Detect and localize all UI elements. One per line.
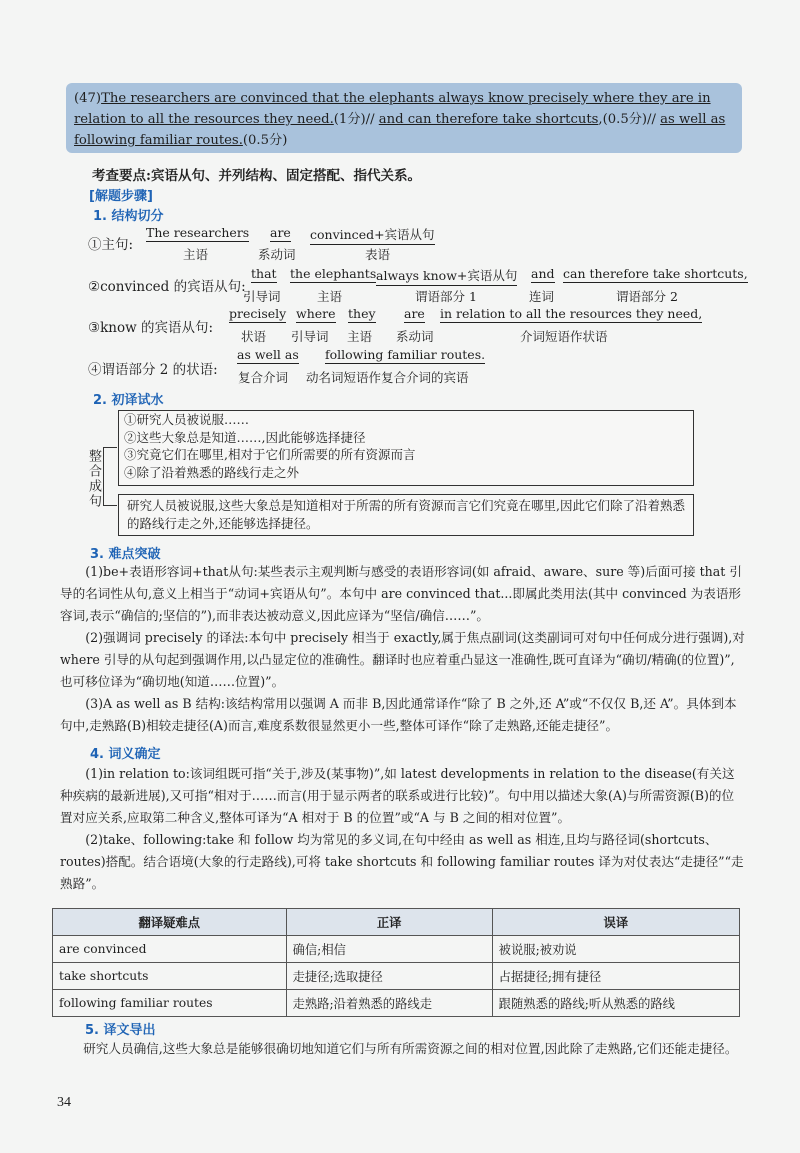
page-number: 34 [57, 1095, 71, 1110]
key-points: 考查要点:宾语从句、并列结构、固定搭配、指代关系。 [92, 168, 421, 184]
table-row: take shortcuts 走捷径;选取捷径 占据捷径;拥有捷径 [53, 963, 740, 990]
bracket-line [103, 447, 104, 505]
difficulty-p2: (2)强调词 precisely 的译法:本句中 precisely 相当于 exactly,属于焦点副词(这类副词可对句中任何成分进行强调),对 where 引导的从句起到强调作用,以凸显定位的准确性。翻译时也应着重凸显这一准确性,既可直译为“确切/精确(的位置)”,也可移位译为“确切地(知道……位置)”。 [60, 630, 745, 689]
difficulty-paragraphs [60, 561, 745, 737]
table-header: 翻译疑难点 正译 误译 [53, 909, 740, 936]
word-sense-p1: (1)in relation to:该词组既可指“关于,涉及(某事物)”,如 latest developments in relation to the disease(有关这种疾病的最新进展),又可指“相对于……而言(用于显示两者的联系或进行比较)”。句中用以描述大象(A)与所需资源(B)的位置对应关系,应取第二种含义,整体可译为“A 相对于 B 的位置”或“A 与 B 之间的相对位置”。 [60, 766, 735, 825]
row3-label: ③know 的宾语从句: [88, 320, 214, 336]
question-segment-1: The researchers are convinced that the elephants always know precisely where they are in relation to all the resources they need. [74, 91, 711, 127]
section-3-title: 3. 难点突破 [90, 547, 161, 562]
word-sense-paragraphs [60, 763, 745, 895]
section-5-title: 5. 译文导出 [85, 1023, 156, 1038]
section-1-title: 1. 结构切分 [93, 209, 164, 224]
combined-translation: 研究人员被说服,这些大象总是知道相对于所需的所有资源而言它们究竟在哪里,因此它们除了沿着熟悉的路线行走之外,还能够选择捷径。 [118, 494, 694, 536]
difficulty-p1: (1)be+表语形容词+that从句:某些表示主观判断与感受的表语形容词(如 afraid、aware、sure 等)后面可接 that 引导的名词性从句,意义上相当于“动词+宾语从句”。本句中 are convinced that...即属此类用法(其中 convinced 为表语形容词,表示“确信的;坚信的”),而非表达被动意义,因此应译为“坚信/确信……”。 [60, 564, 742, 623]
row1-label: ①主句: [88, 237, 134, 253]
row2-label: ②convinced 的宾语从句: [88, 279, 246, 295]
difficulty-p3: (3)A as well as B 结构:该结构常用以强调 A 而非 B,因此通常译作“除了 B 之外,还 A”或“不仅仅 B,还 A”。具体到本句中,走熟路(B)相较走捷径(A)而言,难度系数很显然更小一些,整体可译作“除了走熟路,还能走捷径”。 [60, 696, 737, 733]
table-row: following familiar routes 走熟路;沿着熟悉的路线走 跟随熟悉的路线;听从熟悉的路线 [53, 990, 740, 1017]
integrate-label: 整合成句 [86, 449, 101, 509]
question-segment-3: as well as following familiar routes. [74, 112, 726, 148]
section-2-title: 2. 初译试水 [93, 393, 164, 408]
bracket-line [103, 505, 117, 506]
row1-word1: The researchers [146, 225, 250, 240]
word-sense-p2: (2)take、following:take 和 follow 均为常见的多义词,在句中经由 as well as 相连,且均与路径词(shortcuts、routes)搭配。结合语境(大象的行走路线),可将 take shortcuts 和 following familiar routes 译为对仗表达“走捷径”“走熟路”。 [60, 832, 744, 891]
steps-title: [解题步骤] [89, 189, 153, 204]
draft-items: ①研究人员被说服…… ②这些大象总是知道……,因此能够选择捷径 ③究竟它们在哪里,相对于它们所需要的所有资源而言 ④除了沿着熟悉的路线行走之外 [124, 412, 416, 480]
translation-table [52, 908, 740, 1017]
question-number: (47) [74, 91, 102, 106]
row4-label: ④谓语部分 2 的状语: [88, 362, 218, 378]
bracket-line [103, 447, 117, 448]
question-segment-2: and can therefore take shortcuts [378, 112, 599, 127]
final-translation: 研究人员确信,这些大象总是能够很确切地知道它们与所有所需资源之间的相对位置,因此除了走熟路,它们还能走捷径。 [83, 1041, 738, 1056]
table-row: are convinced 确信;相信 被说服;被劝说 [53, 936, 740, 963]
section-4-title: 4. 词义确定 [90, 747, 161, 762]
question-text: (47)The researchers are convinced that the elephants always know precisely where they are in relation to all the resources they need.(1分)// and can therefore take shortcuts,(0.5分)// as well as following familiar routes.(0.5分) [74, 91, 726, 148]
